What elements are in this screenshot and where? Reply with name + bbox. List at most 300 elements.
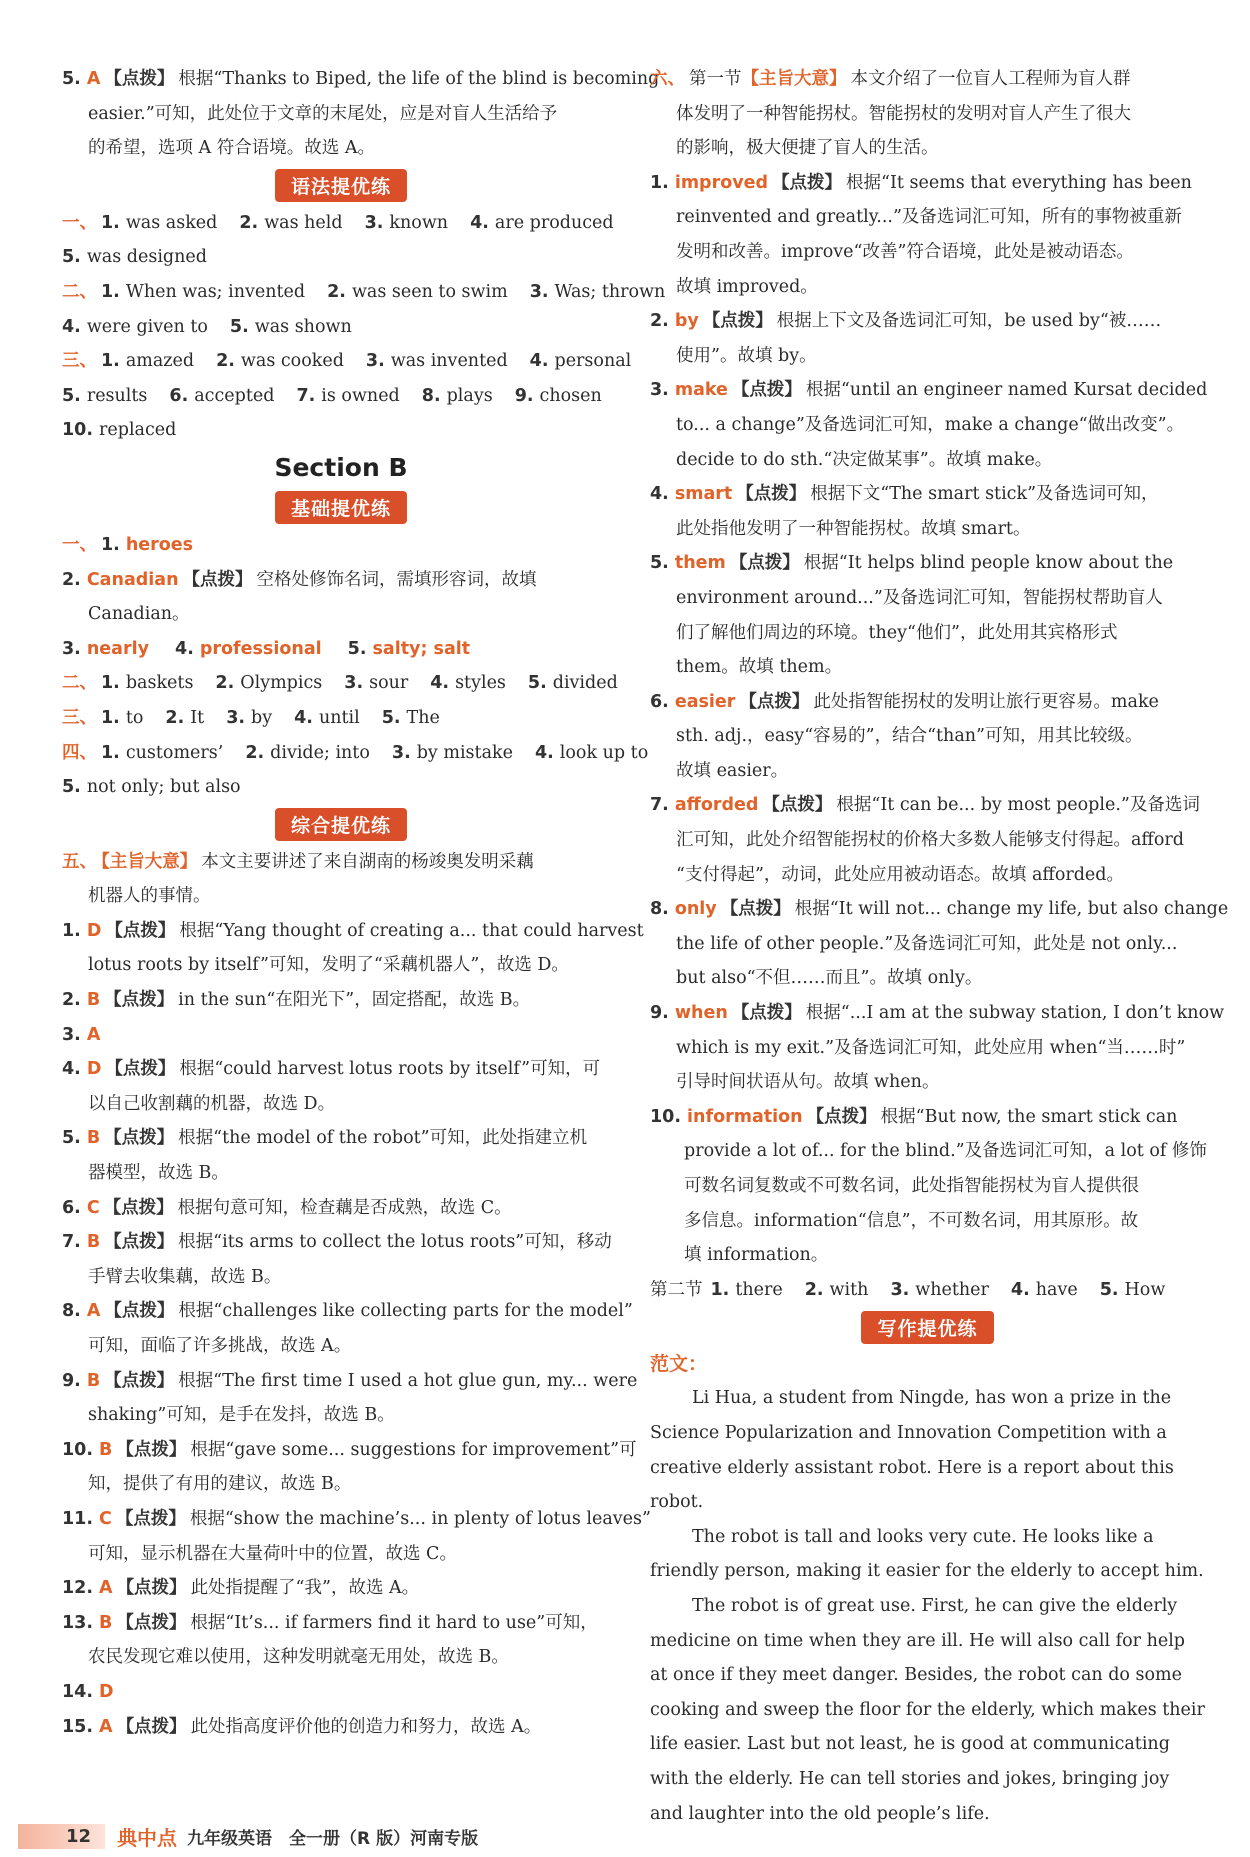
answer-entry xyxy=(530,351,632,371)
answer-key: D xyxy=(86,920,102,941)
item-number: 11. xyxy=(62,1508,94,1529)
answer-continuation: 故填 improved。 xyxy=(676,276,818,297)
answer-value: were given to xyxy=(86,316,208,337)
answer-entry xyxy=(296,386,399,406)
item-number: 4. xyxy=(62,1059,81,1080)
answer-entry xyxy=(101,351,194,371)
answer-key: only xyxy=(674,899,717,920)
answer-value: plays xyxy=(446,385,493,406)
item-number: 1. xyxy=(650,172,669,193)
answer-value: divide; into xyxy=(270,742,370,763)
item-number: 6. xyxy=(62,1197,81,1218)
answer-value: not only; but also xyxy=(86,777,241,798)
item-number: 3. xyxy=(62,1024,81,1045)
answer-entry xyxy=(101,282,305,302)
answer-value: was shown xyxy=(254,316,352,337)
answer-entry xyxy=(101,743,223,763)
answer-value: Olympics xyxy=(240,673,323,694)
explanation-text: 根据上下文及备选词汇可知，be used by“被…… xyxy=(776,311,1162,332)
answer-key: D xyxy=(99,1681,114,1702)
hint-label: 【点拨】 xyxy=(182,569,253,590)
answer-row xyxy=(62,701,620,736)
answer-continuation: 此处指他发明了一种智能拐杖。故填 smart。 xyxy=(676,518,1031,539)
item-number: 2. xyxy=(245,742,265,763)
hint-label: 【点拨】 xyxy=(105,920,176,941)
answer-entry xyxy=(366,351,508,371)
answer-entry xyxy=(62,639,153,659)
item-number: 5. xyxy=(62,385,81,406)
item-number: 10. xyxy=(650,1106,682,1127)
answer-entry xyxy=(230,317,352,337)
hint-label: 【点拨】 xyxy=(104,1370,175,1391)
part-index: 二、 xyxy=(62,673,97,694)
item-number: 4. xyxy=(1010,1279,1030,1300)
hint-label: 【点拨】 xyxy=(104,1232,175,1253)
item-number: 2. xyxy=(804,1279,824,1300)
item-number: 4. xyxy=(534,742,554,763)
answer-continuation: 故填 easier。 xyxy=(676,760,789,781)
explanation-text: 根据“Yang thought of creating a... that could harvest xyxy=(179,920,644,941)
explanation-text: 空格处修饰名词，需填形容词，故填 xyxy=(256,569,537,590)
explanation-text: 根据“challenges like collecting parts for the model” xyxy=(178,1301,633,1322)
answer-continuation: Canadian。 xyxy=(88,604,190,625)
answer-item xyxy=(62,1364,638,1399)
item-number: 3. xyxy=(529,281,549,302)
answer-value: by xyxy=(251,707,273,728)
answer-value: look up to xyxy=(559,742,649,763)
hint-label: 【点拨】 xyxy=(104,69,175,89)
answer-item xyxy=(62,983,620,1018)
book-title: 九年级英语 全一册（R 版）河南专版 xyxy=(187,1828,479,1849)
answer-item xyxy=(62,1606,620,1641)
answer-entry xyxy=(327,282,508,302)
item-number: 5. xyxy=(650,553,669,574)
answer-item xyxy=(62,62,660,97)
item-number: 5. xyxy=(527,673,547,694)
explanation-text: 根据“Thanks to Biped, the life of the blind is becoming xyxy=(178,69,660,89)
answer-row xyxy=(62,632,620,667)
answer-key: them xyxy=(674,553,726,574)
answer-item xyxy=(62,1675,620,1710)
answer-entry xyxy=(62,777,241,797)
answer-value: amazed xyxy=(125,351,195,372)
item-number: 13. xyxy=(62,1612,94,1633)
item-number: 4. xyxy=(529,351,549,372)
hint-label: 【点拨】 xyxy=(762,795,833,816)
answer-item xyxy=(62,914,644,949)
explanation-text: 根据“It seems that everything has been xyxy=(846,172,1192,193)
explanation-text: in the sun“在阳光下”，固定搭配，故选 B。 xyxy=(178,990,531,1011)
answer-value: baskets xyxy=(125,673,194,694)
answer-row xyxy=(62,310,620,345)
answer-entry xyxy=(101,673,193,693)
item-number: 4. xyxy=(430,673,450,694)
answer-key: Canadian xyxy=(86,569,179,590)
main-idea-tag: 【主旨大意】 xyxy=(101,851,198,872)
answer-continuation: lotus roots by itself”可知，发明了“采藕机器人”，故选 D。 xyxy=(88,955,569,976)
item-number: 1. xyxy=(710,1279,730,1300)
answer-key: smart xyxy=(674,484,733,505)
hint-label: 【点拨】 xyxy=(105,1059,176,1080)
answer-item xyxy=(62,1710,620,1745)
explanation-text: 根据“could harvest lotus roots by itself”可知，可 xyxy=(179,1059,601,1080)
answer-item xyxy=(650,373,1208,408)
explanation-text: 根据“...I am at the subway station, I don’t know xyxy=(805,1003,1225,1024)
answer-value: is owned xyxy=(321,385,400,406)
answer-entry xyxy=(530,282,666,302)
item-number: 2. xyxy=(327,281,346,302)
item-number: 7. xyxy=(296,385,316,406)
explanation-text: 根据“The first time I used a hot glue gun, my... were xyxy=(178,1370,638,1391)
answer-value: until xyxy=(318,707,360,728)
item-number: 10. xyxy=(62,1439,94,1460)
item-number: 8. xyxy=(421,385,441,406)
answer-row xyxy=(62,736,649,771)
answer-entry xyxy=(226,708,272,728)
explanation-text: 根据“its arms to collect the lotus roots”可知，移动 xyxy=(178,1232,612,1253)
answer-key: make xyxy=(674,380,728,401)
part-index: 一、 xyxy=(62,212,97,233)
answer-item xyxy=(650,477,1205,512)
answer-entry xyxy=(1100,1280,1166,1300)
right-column xyxy=(650,62,1229,1831)
answer-item xyxy=(62,1502,651,1537)
answer-entry xyxy=(101,535,197,555)
item-number: 5. xyxy=(347,638,367,659)
answer-item xyxy=(650,304,1205,339)
hint-label: 【点拨】 xyxy=(116,1716,187,1737)
item-number: 1. xyxy=(101,673,120,694)
answer-entry xyxy=(101,708,143,728)
answer-value: are produced xyxy=(494,212,614,233)
item-number: 2. xyxy=(216,351,235,372)
answer-continuation: 的希望，选项 A 符合语境。故选 A。 xyxy=(88,138,375,159)
hint-label: 【点拨】 xyxy=(731,380,802,401)
answer-entry xyxy=(165,708,204,728)
item-number: 4. xyxy=(62,316,81,337)
item-number: 12. xyxy=(62,1578,94,1599)
answer-continuation: to... a change”及备选词汇可知，make a change“做出改变”。 xyxy=(676,414,1185,435)
answer-value: nearly xyxy=(86,638,150,659)
answer-entry xyxy=(62,317,208,337)
answer-entry xyxy=(515,386,602,406)
answer-value: was invented xyxy=(390,351,508,372)
answer-row xyxy=(62,275,666,310)
answer-entry xyxy=(215,673,322,693)
item-number: 5. xyxy=(62,777,81,798)
answer-entry xyxy=(62,247,207,267)
answer-continuation: 可知，显示机器在大量荷叶中的位置，故选 C。 xyxy=(88,1543,457,1564)
answer-item xyxy=(650,892,1229,927)
answer-continuation: 使用”。故填 by。 xyxy=(676,345,817,366)
main-idea-text: 本文介绍了一位盲人工程师为盲人群 xyxy=(850,69,1131,89)
answer-key: afforded xyxy=(674,795,759,816)
answer-continuation: “支付得起”，动词，此处应用被动语态。故填 afforded。 xyxy=(676,864,1124,885)
answer-row xyxy=(62,413,620,448)
answer-value: have xyxy=(1035,1279,1078,1300)
item-number: 2. xyxy=(62,569,81,590)
answer-value: personal xyxy=(554,351,632,372)
answer-entry xyxy=(169,386,274,406)
item-number: 8. xyxy=(650,899,669,920)
answer-row xyxy=(62,344,632,379)
explanation-text: 根据“It will not... change my life, but also change xyxy=(794,899,1229,920)
subpart-label: 第二节 xyxy=(650,1279,703,1300)
answer-key: A xyxy=(99,1578,113,1599)
item-number: 1. xyxy=(62,920,81,941)
answer-continuation: 汇可知，此处介绍智能拐杖的价格大多数人能够支付得起。afford xyxy=(676,830,1184,851)
answer-value: was seen to swim xyxy=(351,281,508,302)
answer-value: When was; invented xyxy=(125,281,306,302)
explanation-text: 根据“It can be... by most people.”及备选词 xyxy=(836,795,1200,816)
subpart-label: 第一节 xyxy=(689,69,742,89)
answer-continuation: reinvented and greatly...”及备选词汇可知，所有的事物被重新 xyxy=(676,207,1182,228)
answer-value: with xyxy=(829,1279,869,1300)
item-number: 7. xyxy=(650,795,669,816)
answer-continuation: 填 information。 xyxy=(684,1245,829,1266)
answer-value: was cooked xyxy=(240,351,344,372)
answer-entry xyxy=(430,673,506,693)
item-number: 3. xyxy=(226,707,246,728)
item-number: 1. xyxy=(101,742,120,763)
answer-key: by xyxy=(674,311,699,332)
answer-row xyxy=(62,240,620,275)
item-number: 3. xyxy=(62,638,81,659)
answer-continuation: environment around...”及备选词汇可知，智能拐杖帮助盲人 xyxy=(676,587,1163,608)
answer-value: was asked xyxy=(125,212,218,233)
item-number: 5. xyxy=(381,707,401,728)
explanation-text: 根据“until an engineer named Kursat decided xyxy=(805,380,1208,401)
hint-label: 【点拨】 xyxy=(720,899,791,920)
item-number: 2. xyxy=(62,990,81,1011)
answer-row xyxy=(62,379,620,414)
answer-continuation: 体发明了一种智能拐杖。智能拐杖的发明对盲人产生了很大 xyxy=(676,103,1131,124)
answer-entry xyxy=(528,673,618,693)
answer-key: A xyxy=(86,1301,101,1322)
hint-label: 【点拨】 xyxy=(736,484,807,505)
item-number: 4. xyxy=(470,212,489,233)
answer-key: B xyxy=(86,990,101,1011)
answer-continuation: provide a lot of... for the blind.”及备选词汇可知，a lot of 修饰 xyxy=(684,1141,1207,1162)
answer-row xyxy=(62,528,620,563)
answer-value: salty; salt xyxy=(372,638,471,659)
part-index: 一、 xyxy=(62,534,97,555)
answer-key: B xyxy=(86,1232,101,1253)
item-number: 4. xyxy=(294,707,313,728)
answer-key: A xyxy=(99,1716,113,1737)
section-banner xyxy=(62,166,620,206)
answer-continuation: decide to do sth.“决定做某事”。故填 make。 xyxy=(676,449,1053,470)
answer-continuation: 们了解他们周边的环境。they“他们”，此处用其宾格形式 xyxy=(676,622,1118,643)
hint-label: 【点拨】 xyxy=(731,1003,802,1024)
item-number: 3. xyxy=(364,212,384,233)
answer-value: heroes xyxy=(125,534,194,555)
answer-continuation: but also“不但……而且”。故填 only。 xyxy=(676,968,983,989)
page-footer xyxy=(18,1822,578,1850)
item-number: 8. xyxy=(62,1301,81,1322)
answer-value: known xyxy=(389,212,449,233)
answer-continuation: 机器人的事情。 xyxy=(88,886,211,907)
answer-key: improved xyxy=(674,172,769,193)
answer-continuation: 农民发现它难以使用，这种发明就毫无用处，故选 B。 xyxy=(88,1647,509,1668)
explanation-text: 根据“show the machine’s... in plenty of lotus leaves” xyxy=(189,1508,651,1529)
item-number: 5. xyxy=(1099,1279,1119,1300)
answer-continuation: sth. adj.，easy“容易的”，结合“than”可知，用其比较级。 xyxy=(676,726,1143,747)
answer-key: A xyxy=(86,69,101,89)
hint-label: 【点拨】 xyxy=(104,1301,175,1322)
essay-paragraph: Li Hua, a student from Ningde, has won a prize in the Science Popularization and Innovation Competition with a creative elderly assistant robot. Here is a report about this robot. xyxy=(650,1388,1174,1513)
answer-continuation: 引导时间状语从句。故填 when。 xyxy=(676,1072,940,1093)
main-idea-tag: 【主旨大意】 xyxy=(741,69,847,89)
item-number: 15. xyxy=(62,1716,94,1737)
answer-item xyxy=(650,166,1205,201)
item-number: 3. xyxy=(391,742,411,763)
item-number: 6. xyxy=(169,385,189,406)
item-number: 14. xyxy=(62,1681,94,1702)
essay-paragraph: The robot is of great use. First, he can give the elderly medicine on time when they are ill. He will also call for help at once if they meet danger. Besides, the robot can do some cooking and sweep the floor for the elderly, which makes their life easier. Last but not least, he is good at communicating with the elderly. He can tell stories and jokes, bringing joy and laughter into the old people’s life. xyxy=(650,1595,1205,1824)
hint-label: 【点拨】 xyxy=(104,1128,175,1149)
answer-continuation: shaking”可知，是手在发抖，故选 B。 xyxy=(88,1405,395,1426)
item-number: 7. xyxy=(62,1232,81,1253)
item-number: 1. xyxy=(101,707,120,728)
answer-value: was designed xyxy=(86,247,207,268)
explanation-text: 根据“It’s... if farmers find it hard to use”可知， xyxy=(190,1612,598,1633)
answer-value: by mistake xyxy=(416,742,513,763)
answer-continuation: 的影响，极大便捷了盲人的生活。 xyxy=(676,138,939,159)
item-number: 5. xyxy=(62,247,81,268)
answer-key: C xyxy=(86,1197,100,1218)
answer-value: The xyxy=(406,707,440,728)
hint-label: 【点拨】 xyxy=(103,1197,174,1218)
explanation-text: 此处指提醒了“我”，故选 A。 xyxy=(190,1578,420,1599)
answer-entry xyxy=(101,213,217,233)
answer-entry xyxy=(422,386,493,406)
brand-logo: 典中点 xyxy=(117,1825,178,1850)
answer-entry xyxy=(62,386,147,406)
answer-continuation: 器模型，故选 B。 xyxy=(88,1163,229,1184)
part-index: 三、 xyxy=(62,707,97,728)
answer-continuation: which is my exit.”及备选词汇可知，此处应用 when“当……时” xyxy=(676,1037,1186,1058)
answer-entry xyxy=(365,213,449,233)
item-number: 1. xyxy=(101,212,120,233)
answer-item xyxy=(650,788,1205,823)
item-number: 2. xyxy=(215,673,235,694)
answer-key: information xyxy=(687,1106,803,1127)
part-index: 四、 xyxy=(62,742,97,763)
answer-entry xyxy=(245,743,370,763)
answer-value: professional xyxy=(199,638,322,659)
answer-entry xyxy=(175,639,326,659)
item-number: 5. xyxy=(62,1128,81,1149)
hint-label: 【点拨】 xyxy=(104,990,175,1011)
item-number: 9. xyxy=(514,385,534,406)
item-number: 9. xyxy=(62,1370,81,1391)
hint-label: 【点拨】 xyxy=(116,1612,187,1633)
answer-row xyxy=(650,1273,1205,1308)
answer-entry xyxy=(62,420,176,440)
answer-entry xyxy=(348,639,475,659)
answer-value: accepted xyxy=(194,385,275,406)
answer-item xyxy=(62,1225,620,1260)
item-number: 9. xyxy=(650,1003,669,1024)
answer-key: when xyxy=(674,1003,728,1024)
explanation-text: 此处指高度评价他的创造力和努力，故选 A。 xyxy=(190,1716,542,1737)
answer-entry xyxy=(711,1280,783,1300)
answer-continuation: 以自己收割藕的机器，故选 D。 xyxy=(88,1093,336,1114)
item-number: 3. xyxy=(890,1279,910,1300)
answer-continuation: 发明和改善。improve“改善”符合语境，此处是被动语态。 xyxy=(676,241,1134,262)
answer-key: C xyxy=(99,1508,112,1529)
answer-item xyxy=(650,685,1205,720)
banner-label: 基础提优练 xyxy=(275,491,407,524)
sample-essay-label: 范文： xyxy=(650,1353,708,1376)
answer-entry xyxy=(470,213,613,233)
answer-item xyxy=(650,546,1205,581)
answer-value: customers’ xyxy=(125,742,224,763)
item-number: 1. xyxy=(101,534,120,555)
answer-value: Was; thrown xyxy=(554,281,666,302)
banner-label: 语法提优练 xyxy=(275,169,407,202)
item-number: 2. xyxy=(650,311,669,332)
banner-label: 写作提优练 xyxy=(861,1311,993,1344)
answer-value: How xyxy=(1124,1279,1166,1300)
answer-value: styles xyxy=(455,673,506,694)
hint-label: 【点拨】 xyxy=(729,553,800,574)
answer-value: to xyxy=(125,707,144,728)
item-number: 3. xyxy=(365,351,385,372)
answer-entry xyxy=(535,743,648,763)
part-index: 五、 xyxy=(62,851,97,872)
answer-key: D xyxy=(86,1059,102,1080)
answer-item xyxy=(62,1052,620,1087)
section-banner xyxy=(62,488,620,528)
answer-entry xyxy=(890,1280,988,1300)
answer-item xyxy=(62,1294,633,1329)
left-column xyxy=(62,62,666,1744)
explanation-text: 根据“the model of the robot”可知，此处指建立机 xyxy=(178,1128,588,1149)
item-number: 6. xyxy=(650,691,669,712)
answer-entry xyxy=(805,1280,869,1300)
section-title: Section B xyxy=(274,452,408,482)
hint-label: 【点拨】 xyxy=(739,691,810,712)
explanation-text: 根据“It helps blind people know about the xyxy=(803,553,1174,574)
answer-item xyxy=(62,1433,637,1468)
main-idea-text: 本文主要讲述了来自湖南的杨竣奥发明采藕 xyxy=(201,851,534,872)
item-number: 10. xyxy=(62,420,94,441)
answer-item xyxy=(62,563,620,598)
answer-row xyxy=(62,666,620,701)
main-idea xyxy=(62,845,620,880)
answer-value: sour xyxy=(369,673,409,694)
answer-row xyxy=(62,206,620,241)
hint-label: 【点拨】 xyxy=(116,1578,187,1599)
part-index: 三、 xyxy=(62,351,97,372)
answer-row xyxy=(62,770,620,805)
answer-value: chosen xyxy=(539,385,602,406)
answer-continuation: 知，提供了有用的建议，故选 B。 xyxy=(88,1474,352,1495)
item-number: 4. xyxy=(175,638,194,659)
explanation-text: 根据下文“The smart stick”及备选词可知， xyxy=(810,484,1159,505)
answer-continuation: 多信息。information“信息”，不可数名词，用其原形。故 xyxy=(684,1210,1139,1231)
answer-item xyxy=(62,1018,620,1053)
explanation-text: 根据“gave some... suggestions for improvement”可 xyxy=(190,1439,637,1460)
answer-continuation: 手臂去收集藕，故选 B。 xyxy=(88,1266,282,1287)
item-number: 4. xyxy=(650,484,669,505)
answer-value: was held xyxy=(264,212,343,233)
hint-label: 【点拨】 xyxy=(702,311,773,332)
answer-value: results xyxy=(86,385,148,406)
answer-continuation: 可数名词复数或不可数名词，此处指智能拐杖为盲人提供很 xyxy=(684,1176,1139,1196)
